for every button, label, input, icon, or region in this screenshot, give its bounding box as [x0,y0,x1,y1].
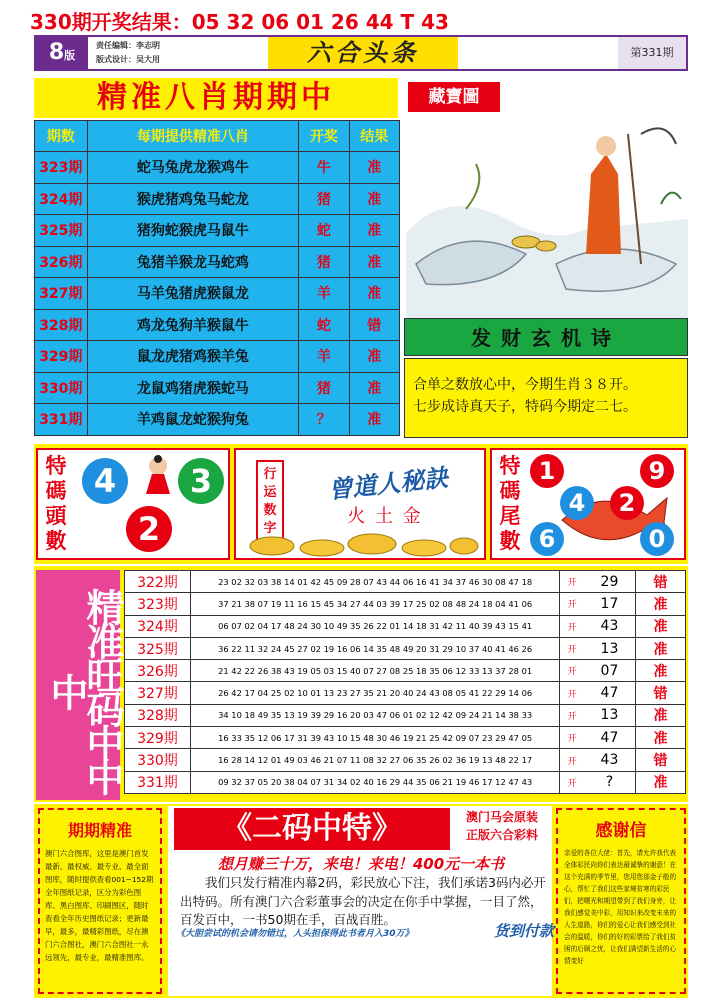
table-row [125,660,686,682]
table-row [125,727,686,749]
table-row [35,246,400,278]
result-cell: 准 [349,152,399,184]
open-label: 开 [560,615,584,637]
special-number-cell: 43 [584,615,636,637]
special-tail-panel [490,448,686,560]
source-line-1: 澳门马会原装 [465,810,538,824]
period-cell: 326期 [125,660,191,682]
head-ball-3: 2 [126,506,172,552]
head-ball-2: 3 [178,458,224,504]
result-cell: 准 [349,278,399,310]
open-label: 开 [560,660,584,682]
table-row [125,615,686,637]
poem-line-1: 合单之数放心中，今期生肖３８开。 [413,377,637,393]
numbers-cell: 16 33 35 12 06 17 31 39 43 10 15 48 30 46 19 21 25 42 09 07 23 29 47 05 [190,727,559,749]
zodiacs-cell: 鸡龙兔狗羊猴鼠牛 [87,309,299,341]
precision-card-body: 澳门六合图库，这里是澳门首发最新、最权威、最专业、最全面图库，随时提供查看001~152期全年图纸记录，区分为彩色图库、黑白图库、印刷图区，随时查看全年历史图纸记录；更新最早，最多，最精彩图纸，尽在澳门六合图社，澳门六合图社一永远领先，最专业，最精准图库。 [45,849,154,962]
result-cell: 错 [349,309,399,341]
treasure-map-label: 藏寶圖 [408,82,500,112]
tail-ball-5: 6 [530,522,564,556]
result-cell: 错 [635,682,685,704]
result-cell: 准 [349,246,399,278]
gold-ingots-icon [242,526,480,558]
draw-cell: 猪 [299,372,349,404]
period-cell: 326期 [35,246,88,278]
special-number-cell: 47 [584,682,636,704]
result-cell: 准 [349,372,399,404]
result-cell: 准 [635,593,685,615]
header-zodiacs: 每期提供精准八肖 [87,121,299,152]
zodiacs-cell: 鼠龙虎猪鸡猴羊兔 [87,341,299,373]
zodiacs-cell: 马羊兔猪虎猴鼠龙 [87,278,299,310]
period-cell: 324期 [35,183,88,215]
fortune-poem-body [404,358,688,438]
period-cell: 325期 [35,215,88,247]
treasure-map-illustration [406,114,688,318]
numbers-cell: 26 42 17 04 25 02 10 01 13 23 27 35 21 20 40 24 43 08 05 41 22 29 14 06 [190,682,559,704]
zodiacs-cell: 兔猪羊猴龙马蛇鸡 [87,246,299,278]
numbers-cell: 23 02 32 03 38 14 01 42 45 09 28 07 43 44 06 16 41 34 37 46 30 08 47 18 [190,571,559,593]
eight-zodiac-table [34,120,400,436]
period-cell: 331期 [125,771,191,793]
period-cell: 330期 [35,372,88,404]
period-cell: 322期 [125,571,191,593]
zodiacs-cell: 羊鸡鼠龙蛇猴狗兔 [87,404,299,436]
special-number-cell: 47 [584,727,636,749]
result-cell: 准 [349,183,399,215]
special-number-cell: 43 [584,749,636,771]
precision-card [38,808,162,994]
edition-number: 8 [48,40,65,65]
tail-ball-4: 2 [610,486,644,520]
table-row [35,215,400,247]
period-cell: 327期 [125,682,191,704]
period-cell: 323期 [35,152,88,184]
draw-cell: 猪 [299,183,349,215]
draw-cell: ？ [299,404,349,436]
precision-card-title: 期期精准 [67,821,132,840]
ad-promo-text: 我们只发行精准内幕2码，彩民放心下注，我们承诺3码内必开出特码。所有澳门六合彩董事会的决定在你手中掌握，一目了然，百发百中，一书50期在手，百战百胜。 [180,875,546,927]
table-row [35,404,400,436]
draw-cell: 蛇 [299,215,349,247]
five-elements: 火 土 金 [347,506,423,527]
issue-number: 第331期 [618,37,686,69]
numbers-cell: 16 28 14 12 01 49 03 46 21 07 11 08 32 27 06 35 26 02 36 19 13 48 22 17 [190,749,559,771]
child-mascot-icon [138,454,178,494]
head-ball-1: 4 [82,458,128,504]
numbers-cell: 21 42 22 26 38 43 19 05 03 15 40 07 27 08 25 18 35 06 12 33 13 37 28 01 [190,660,559,682]
result-cell: 准 [349,215,399,247]
open-label: 开 [560,593,584,615]
tail-ball-6: 0 [640,522,674,556]
numbers-cell: 36 22 11 32 24 45 27 02 19 16 06 14 35 48 49 20 31 29 10 37 40 41 46 26 [190,637,559,659]
result-cell: 准 [349,404,399,436]
period-cell: 324期 [125,615,191,637]
numbers-cell: 37 21 38 07 19 11 16 15 45 34 27 44 03 39 17 25 02 08 48 24 18 04 41 06 [190,593,559,615]
poem-line-2: 七步成诗真天子，特码今期定二七。 [413,399,637,415]
ad-footline: 《大胆尝试的机会请勿错过，人头担保得此书者月入30万》 [176,929,414,939]
designer-label: 版式设计：吴大用 [96,55,160,64]
result-cell: 准 [349,341,399,373]
special-number-cell: 07 [584,660,636,682]
open-label: 开 [560,571,584,593]
hot-codes-title-text: 精准旺码中中中 [44,588,124,792]
open-label: 开 [560,704,584,726]
result-cell: 准 [635,637,685,659]
result-cell: 准 [635,771,685,793]
numbers-cell: 09 32 37 05 20 38 04 07 31 34 02 40 16 29 44 35 06 21 19 46 17 12 47 43 [190,771,559,793]
editor-label: 责任编辑：李志明 [96,41,160,50]
table-row [125,704,686,726]
header-result: 结果 [349,121,399,152]
tail-ball-1: 1 [530,454,564,488]
period-cell: 325期 [125,637,191,659]
tail-ball-2: 9 [640,454,674,488]
zodiacs-cell: 龙鼠鸡猪虎猴蛇马 [87,372,299,404]
special-number-cell: 13 [584,637,636,659]
period-cell: 327期 [35,278,88,310]
special-head-panel [36,448,230,560]
zodiacs-cell: 猴虎猪鸡兔马蛇龙 [87,183,299,215]
edition-unit: 版 [64,49,76,62]
eight-zodiac-title: 精准八肖期期中 [34,78,398,118]
special-number-cell: ? [584,771,636,793]
fortune-poem-title: 发财玄机诗 [404,318,688,356]
draw-cell: 牛 [299,152,349,184]
period-cell: 328期 [125,704,191,726]
secret-formula-title: 曾道人秘訣 [327,463,450,505]
two-code-title: 《二码中特》 [174,808,450,850]
table-row [35,372,400,404]
table-row [35,341,400,373]
header-draw: 开奖 [299,121,349,152]
special-number-cell: 13 [584,704,636,726]
source-label [452,808,552,844]
table-row [35,309,400,341]
hot-codes-title [36,570,124,800]
period-cell: 328期 [35,309,88,341]
period-cell: 330期 [125,749,191,771]
draw-cell: 猪 [299,246,349,278]
table-row [125,637,686,659]
zodiacs-cell: 猪狗蛇猴虎马鼠牛 [87,215,299,247]
table-row [125,571,686,593]
table-row [35,183,400,215]
table-row [125,749,686,771]
result-cell: 准 [635,615,685,637]
period-cell: 329期 [35,341,88,373]
result-cell: 错 [635,571,685,593]
table-row [125,682,686,704]
special-head-label: 特碼頭數 [45,454,67,553]
lucky-elements-panel [234,448,486,560]
thank-you-body: 亲爱的各位大佬：首先，请允许我代表全体彩民向你们表达最诚挚的谢意！在这个充满的季节里，您用您那金子般的心，帮忙了我们这些家境贫寒的彩民们，把曙光和期望带到了我们身旁，让我们感觉美中彩，用知识来改变未来的人生道路，你们的爱心让我们感受到社会的温暖，你们的好的彩票给了我们贫困的后顾之忧，让我们满望新生活的心情变好 [564,849,677,965]
zodiacs-cell: 蛇马兔虎龙猴鸡牛 [87,152,299,184]
ad-slogan: 想月赚三十万，来电！来电！400元一本书 [217,855,505,873]
thank-you-title: 感谢信 [595,821,647,841]
last-draw-result: 330期开奖结果：05 32 06 01 26 44 T 43 [30,10,449,34]
result-cell: 准 [635,660,685,682]
masthead-title: 六合头条 [268,37,458,69]
result-cell: 错 [635,749,685,771]
open-label: 开 [560,727,584,749]
hot-codes-table [124,570,686,794]
open-label: 开 [560,771,584,793]
draw-cell: 蛇 [299,309,349,341]
result-cell: 准 [635,727,685,749]
editor-credits [96,39,160,67]
tail-ball-3: 4 [560,486,594,520]
lucky-number-label: 行运数字 [256,460,284,542]
open-label: 开 [560,749,584,771]
draw-cell: 羊 [299,341,349,373]
header-period: 期数 [35,121,88,152]
special-tail-label: 特碼尾數 [499,454,521,553]
table-row [35,152,400,184]
cash-on-delivery-label: 货到付款 [494,922,555,940]
edition-badge [36,37,88,69]
draw-cell: 羊 [299,278,349,310]
result-cell: 准 [635,704,685,726]
special-number-cell: 17 [584,593,636,615]
open-label: 开 [560,637,584,659]
period-cell: 329期 [125,727,191,749]
open-label: 开 [560,682,584,704]
table-row [35,278,400,310]
period-cell: 323期 [125,593,191,615]
source-line-2: 正版六合彩料 [465,828,538,842]
numbers-cell: 34 10 18 49 35 13 19 39 29 16 20 03 47 06 01 02 12 42 09 24 21 14 38 33 [190,704,559,726]
special-number-cell: 29 [584,571,636,593]
numbers-cell: 06 07 02 04 17 48 24 30 10 49 35 26 22 01 14 18 31 42 11 40 39 43 15 41 [190,615,559,637]
table-row [125,771,686,793]
thank-you-card [556,808,686,994]
table-row [125,593,686,615]
table-header-row [35,121,400,152]
period-cell: 331期 [35,404,88,436]
